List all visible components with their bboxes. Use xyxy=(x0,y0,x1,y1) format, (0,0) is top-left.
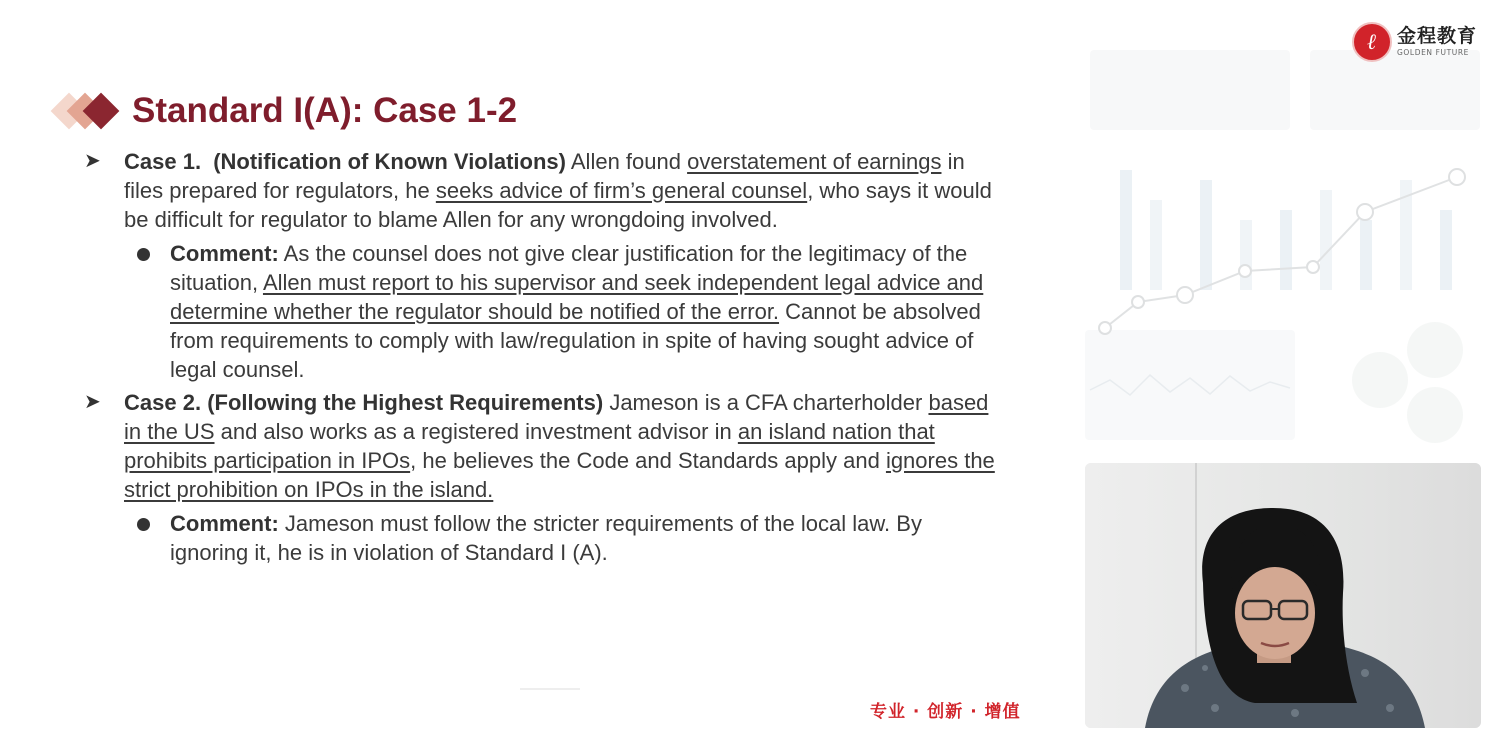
comment-text: Jameson must follow the stricter requirements of the local law. By ignoring it, he is in violation of Standard I (A). xyxy=(170,511,922,565)
case-2-text: and also works as a registered investment advisor in xyxy=(214,419,738,444)
case-2-text: , he believes the Code and Standards apply and xyxy=(410,448,886,473)
case-1-underline: seeks advice of firm’s general counsel xyxy=(435,178,808,203)
case-1-label: Case 1. xyxy=(124,149,202,174)
case-2-underline: an island nation that prohibits participation in IPOs xyxy=(124,419,935,473)
dot-bullet-icon xyxy=(137,248,150,261)
background-chart-decoration xyxy=(1080,20,1490,450)
case-2-underline: based in the US xyxy=(124,390,989,444)
presenter-figure xyxy=(1085,463,1481,728)
footer-slogan: 专业 · 创新 · 增值 xyxy=(870,702,1021,722)
case-2-text: Jameson is a CFA charterholder xyxy=(603,390,929,415)
case-2-comment xyxy=(84,509,1004,567)
logo-english-name: GOLDEN FUTURE xyxy=(1397,48,1470,58)
webcam-video[interactable] xyxy=(1085,463,1481,728)
arrow-bullet-icon: ➤ xyxy=(84,391,101,413)
golden-future-logo xyxy=(1352,22,1477,62)
diamond-title-icon xyxy=(48,86,124,136)
case-1-item xyxy=(84,147,1004,234)
case-1-text: in files prepared for regulators, he xyxy=(124,149,965,203)
slide-content xyxy=(84,147,1004,567)
case-1-heading: (Notification of Known Violations) xyxy=(213,149,566,174)
logo-chinese-name: 金程教育 xyxy=(1397,25,1478,48)
case-2-heading: (Following the Highest Requirements) xyxy=(207,390,604,415)
slide-title-row xyxy=(48,86,517,136)
case-1-comment xyxy=(84,239,1004,384)
case-2-item xyxy=(84,388,1004,504)
case-1-underline: overstatement of earnings xyxy=(687,149,942,174)
logo-text xyxy=(1397,27,1477,57)
comment-underline: Allen must report to his supervisor and seek independent legal advice and determine whether the regulator should be notified of the error. xyxy=(170,270,984,324)
dot-bullet-icon xyxy=(137,518,150,531)
case-2-label: Case 2. xyxy=(124,390,202,415)
case-1-text: , who says it would be difficult for regulator to blame Allen for any wrongdoing involved. xyxy=(124,178,992,232)
comment-label: Comment: xyxy=(170,511,279,536)
case-1-text: Allen found xyxy=(565,149,688,174)
divider xyxy=(520,688,580,690)
case-2-underline: ignores the strict prohibition on IPOs in the island. xyxy=(124,448,995,502)
comment-text: As the counsel does not give clear justification for the legitimacy of the situation, xyxy=(170,241,968,295)
comment-label: Comment: xyxy=(170,241,279,266)
arrow-bullet-icon: ➤ xyxy=(84,150,101,172)
slide-title: Standard I(A): Case 1-2 xyxy=(132,91,518,130)
golden-future-logo-icon: ℓ xyxy=(1352,22,1392,62)
comment-text: Cannot be absolved from requirements to comply with law/regulation in spite of having sought advice of legal counsel. xyxy=(170,299,981,382)
